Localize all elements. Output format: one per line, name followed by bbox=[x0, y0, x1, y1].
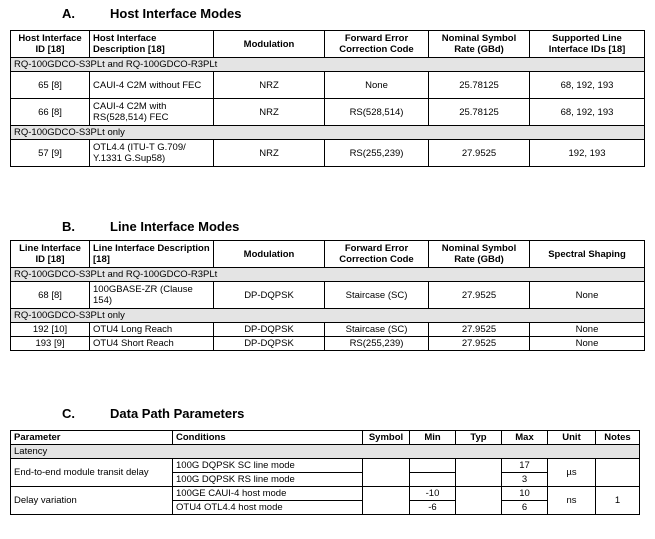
cell: 192, 193 bbox=[530, 140, 645, 167]
col-header: Host Interface Description [18] bbox=[90, 31, 214, 58]
col-header: Line Interface Description [18] bbox=[90, 241, 214, 268]
cell: 27.9525 bbox=[429, 337, 530, 351]
cell: 66 [8] bbox=[11, 99, 90, 126]
host-interface-modes-table bbox=[10, 30, 645, 167]
table-row bbox=[11, 487, 640, 501]
col-header: Spectral Shaping bbox=[530, 241, 645, 268]
cell: OTU4 Short Reach bbox=[90, 337, 214, 351]
section-c-title: Data Path Parameters bbox=[110, 406, 245, 421]
group-row: Latency bbox=[11, 445, 640, 459]
cell: NRZ bbox=[214, 99, 325, 126]
table-row bbox=[11, 140, 645, 167]
group-row: RQ-100GDCO-S3PLt and RQ-100GDCO-R3PLt bbox=[11, 58, 645, 72]
cell: 68 [8] bbox=[11, 282, 90, 309]
min-cell: -6 bbox=[410, 501, 456, 515]
cell: DP-DQPSK bbox=[214, 337, 325, 351]
cell: NRZ bbox=[214, 72, 325, 99]
col-header: Notes bbox=[596, 431, 640, 445]
cell: RS(255,239) bbox=[325, 337, 429, 351]
min-cell bbox=[410, 473, 456, 487]
table-header-row bbox=[11, 31, 645, 58]
max-cell: 6 bbox=[502, 501, 548, 515]
parameter-cell: End-to-end module transit delay bbox=[11, 459, 173, 487]
condition-cell: 100G DQPSK SC line mode bbox=[173, 459, 363, 473]
group-row: RQ-100GDCO-S3PLt only bbox=[11, 126, 645, 140]
line-interface-modes-table bbox=[10, 240, 645, 351]
unit-cell: µs bbox=[548, 459, 596, 487]
col-header: Typ bbox=[456, 431, 502, 445]
col-header: Nominal Symbol Rate (GBd) bbox=[429, 31, 530, 58]
cell: NRZ bbox=[214, 140, 325, 167]
min-cell: -10 bbox=[410, 487, 456, 501]
cell: Staircase (SC) bbox=[325, 323, 429, 337]
typ-cell bbox=[456, 487, 502, 515]
cell: 68, 192, 193 bbox=[530, 72, 645, 99]
max-cell: 10 bbox=[502, 487, 548, 501]
col-header: Conditions bbox=[173, 431, 363, 445]
cell: 193 [9] bbox=[11, 337, 90, 351]
data-path-parameters-table bbox=[10, 430, 640, 515]
cell: DP-DQPSK bbox=[214, 323, 325, 337]
table-row bbox=[11, 337, 645, 351]
section-c-heading bbox=[62, 406, 244, 421]
cell: CAUI-4 C2M with RS(528,514) FEC bbox=[90, 99, 214, 126]
cell: 192 [10] bbox=[11, 323, 90, 337]
section-a-title: Host Interface Modes bbox=[110, 6, 242, 21]
table-header-row bbox=[11, 431, 640, 445]
table-row bbox=[11, 99, 645, 126]
max-cell: 3 bbox=[502, 473, 548, 487]
symbol-cell bbox=[363, 459, 410, 487]
cell: None bbox=[530, 282, 645, 309]
cell: None bbox=[325, 72, 429, 99]
typ-cell bbox=[456, 459, 502, 487]
min-cell bbox=[410, 459, 456, 473]
col-header: Parameter bbox=[11, 431, 173, 445]
cell: 68, 192, 193 bbox=[530, 99, 645, 126]
section-a-heading bbox=[62, 6, 241, 21]
col-header: Unit bbox=[548, 431, 596, 445]
col-header: Line Interface ID [18] bbox=[11, 241, 90, 268]
table-header-row bbox=[11, 241, 645, 268]
col-header: Modulation bbox=[214, 31, 325, 58]
cell: DP-DQPSK bbox=[214, 282, 325, 309]
group-row: RQ-100GDCO-S3PLt only bbox=[11, 309, 645, 323]
notes-cell bbox=[596, 459, 640, 487]
cell: OTU4 Long Reach bbox=[90, 323, 214, 337]
cell: 27.9525 bbox=[429, 323, 530, 337]
cell: 25.78125 bbox=[429, 99, 530, 126]
unit-cell: ns bbox=[548, 487, 596, 515]
cell: None bbox=[530, 323, 645, 337]
cell: OTL4.4 (ITU-T G.709/ Y.1331 G.Sup58) bbox=[90, 140, 214, 167]
max-cell: 17 bbox=[502, 459, 548, 473]
col-header: Max bbox=[502, 431, 548, 445]
section-b-letter: B. bbox=[62, 219, 75, 234]
condition-cell: 100GE CAUI-4 host mode bbox=[173, 487, 363, 501]
cell: RS(528,514) bbox=[325, 99, 429, 126]
cell: CAUI-4 C2M without FEC bbox=[90, 72, 214, 99]
section-a-letter: A. bbox=[62, 6, 75, 21]
cell: None bbox=[530, 337, 645, 351]
symbol-cell bbox=[363, 487, 410, 515]
col-header: Symbol bbox=[363, 431, 410, 445]
col-header: Min bbox=[410, 431, 456, 445]
col-header: Host Interface ID [18] bbox=[11, 31, 90, 58]
table-row bbox=[11, 282, 645, 309]
cell: 25.78125 bbox=[429, 72, 530, 99]
condition-cell: OTU4 OTL4.4 host mode bbox=[173, 501, 363, 515]
col-header: Forward Error Correction Code bbox=[325, 241, 429, 268]
col-header: Modulation bbox=[214, 241, 325, 268]
section-c-letter: C. bbox=[62, 406, 75, 421]
section-b-title: Line Interface Modes bbox=[110, 219, 240, 234]
cell: 27.9525 bbox=[429, 140, 530, 167]
cell: 57 [9] bbox=[11, 140, 90, 167]
parameter-cell: Delay variation bbox=[11, 487, 173, 515]
notes-cell: 1 bbox=[596, 487, 640, 515]
cell: 27.9525 bbox=[429, 282, 530, 309]
table-row bbox=[11, 459, 640, 473]
col-header: Forward Error Correction Code bbox=[325, 31, 429, 58]
condition-cell: 100G DQPSK RS line mode bbox=[173, 473, 363, 487]
col-header: Supported Line Interface IDs [18] bbox=[530, 31, 645, 58]
cell: 65 [8] bbox=[11, 72, 90, 99]
table-row bbox=[11, 72, 645, 99]
cell: Staircase (SC) bbox=[325, 282, 429, 309]
group-row: RQ-100GDCO-S3PLt and RQ-100GDCO-R3PLt bbox=[11, 268, 645, 282]
col-header: Nominal Symbol Rate (GBd) bbox=[429, 241, 530, 268]
cell: 100GBASE-ZR (Clause 154) bbox=[90, 282, 214, 309]
table-row bbox=[11, 323, 645, 337]
cell: RS(255,239) bbox=[325, 140, 429, 167]
section-b-heading bbox=[62, 219, 239, 234]
